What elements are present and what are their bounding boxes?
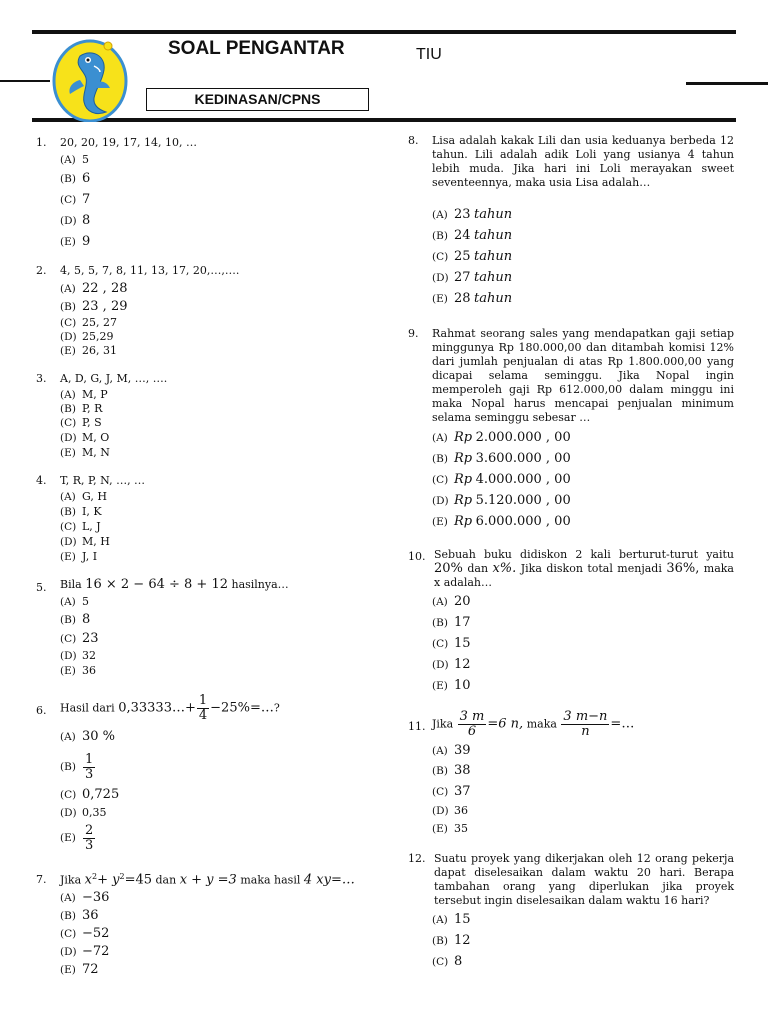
question-number: 11. — [408, 720, 426, 733]
question-number: 4. — [36, 474, 47, 487]
question-text: Jika $\frac{3 m}{6}$ =6 n, maka $\frac{3 m-n}{n}$ =… — [432, 709, 635, 739]
option-b[interactable]: (B) 17 — [432, 614, 471, 630]
option-c[interactable]: (C) −52 — [60, 925, 110, 941]
option-e[interactable]: (E) J, I — [60, 549, 98, 563]
header-right-rule — [686, 82, 768, 85]
question-text: Rahmat seorang sales yang mendapatkan gaji setiap minggunya Rp 180.000,00 dan ditambah komisi 12% dari jumlah penjualan di atas Rp 1.800.000,00 yang dicapai selama seminggu. Jika Nopal ingin memperoleh gaji Rp 612.000,00 dalam minggu ini maka Nopal harus mencapai penjualan minimum selama seminggu sebesar … — [432, 327, 734, 424]
option-d[interactable]: (D) Rp 5.120.000 , 00 — [432, 492, 571, 508]
question-text: 20, 20, 19, 17, 14, 10, … — [60, 136, 197, 149]
question-number: 8. — [408, 134, 419, 147]
option-d[interactable]: (D) −72 — [60, 943, 110, 959]
options — [60, 490, 366, 564]
options — [432, 592, 734, 696]
options — [432, 427, 734, 532]
question-text: Jika $x^2+ y^2=45$ dan x + y =3 maka hasil 4 xy=… — [60, 872, 355, 888]
header-top-rule — [32, 30, 736, 34]
option-d[interactable]: (D) 8 — [60, 212, 91, 228]
question-number: 2. — [36, 264, 47, 277]
option-e[interactable]: (E) $\frac{2}{3}$ — [60, 822, 94, 853]
options — [60, 594, 366, 678]
option-b[interactable]: (B) I, K — [60, 504, 102, 518]
option-d[interactable]: (D) M, H — [60, 534, 110, 548]
option-c[interactable]: (C) 25, 27 — [60, 316, 117, 329]
option-e[interactable]: (E) 9 — [60, 233, 91, 249]
question-1 — [36, 136, 366, 252]
right-column — [408, 134, 734, 972]
question-5 — [36, 578, 366, 678]
option-a[interactable]: (A) G, H — [60, 490, 107, 503]
options — [60, 280, 366, 358]
fraction: $\frac{1}{4}$ — [198, 693, 208, 723]
option-e[interactable]: (E) 35 — [432, 822, 468, 835]
option-b[interactable]: (B) P, R — [60, 402, 103, 415]
question-number: 7. — [36, 873, 47, 886]
option-c[interactable]: (C) L, J — [60, 519, 101, 533]
option-e[interactable]: (E) 72 — [60, 961, 99, 977]
option-e[interactable]: (E) 28 tahun — [432, 290, 513, 306]
fraction: $\frac{3 m}{6}$ — [459, 709, 485, 739]
dolphin-logo — [50, 36, 130, 122]
option-b[interactable]: (B) 8 — [60, 611, 91, 627]
option-c[interactable]: (C) 8 — [432, 953, 463, 969]
options — [60, 890, 366, 979]
option-a[interactable]: (A) −36 — [60, 890, 110, 906]
question-number: 6. — [36, 704, 47, 717]
question-2 — [36, 264, 366, 358]
options — [432, 204, 734, 309]
question-6 — [36, 694, 366, 856]
options — [60, 725, 366, 856]
question-text: T, R, P, N, …, … — [60, 474, 146, 487]
option-d[interactable]: (D) 0,35 — [60, 805, 107, 819]
subject-label: TIU — [416, 46, 442, 63]
question-text: Bila 16 × 2 − 64 ÷ 8 + 12 hasilnya… — [60, 577, 289, 592]
option-e[interactable]: (E) 10 — [432, 677, 471, 693]
option-a[interactable]: (A) 5 — [60, 595, 89, 608]
option-c[interactable]: (C) P, S — [60, 416, 102, 429]
question-text: Suatu proyek yang dikerjakan oleh 12 orang pekerja dapat diselesaikan dalam waktu 20 hari. Berapa tambahan orang yang diperlukan jika proyek tersebut ingin diselesaikan dalam waktu 16 hari? — [434, 852, 734, 907]
question-number: 3. — [36, 372, 47, 385]
option-d[interactable]: (D) 12 — [432, 656, 471, 672]
question-number: 12. — [408, 852, 426, 865]
option-c[interactable]: (C) Rp 4.000.000 , 00 — [432, 471, 571, 487]
option-b[interactable]: (B) $\frac{1}{3}$ — [60, 751, 94, 782]
question-text: 4, 5, 5, 7, 8, 11, 13, 17, 20,…,…. — [60, 264, 240, 277]
option-c[interactable]: (C) 0,725 — [60, 787, 120, 802]
option-c[interactable]: (C) 15 — [432, 635, 471, 651]
question-number: 10. — [408, 550, 426, 563]
option-b[interactable]: (B) 36 — [60, 907, 99, 923]
option-b[interactable]: (B) 6 — [60, 170, 91, 186]
category-box: KEDINASAN/CPNS — [146, 88, 369, 111]
option-d[interactable]: (D) 25,29 — [60, 330, 114, 343]
option-a[interactable]: (A) 23 tahun — [432, 206, 513, 222]
options — [432, 741, 734, 838]
options — [60, 388, 366, 460]
question-text: Hasil dari 0,33333…+ $\frac{1}{4}$ −25%=…? — [60, 693, 280, 723]
option-b[interactable]: (B) Rp 3.600.000 , 00 — [432, 450, 571, 466]
option-b[interactable]: (B) 12 — [432, 932, 471, 948]
question-4 — [36, 474, 366, 564]
option-e[interactable]: (E) Rp 6.000.000 , 00 — [432, 513, 571, 529]
option-b[interactable]: (B) 23 , 29 — [60, 299, 128, 314]
option-c[interactable]: (C) 23 — [60, 630, 99, 646]
option-c[interactable]: (C) 37 — [432, 783, 471, 799]
math-expression: 16 × 2 − 64 ÷ 8 + 12 — [85, 577, 228, 592]
question-number: 9. — [408, 327, 419, 340]
question-11 — [408, 710, 734, 838]
option-a[interactable]: (A) 39 — [432, 742, 471, 758]
option-d[interactable]: (D) M, O — [60, 431, 110, 444]
question-3 — [36, 372, 366, 460]
question-number: 5. — [36, 581, 47, 594]
option-a[interactable]: (A) Rp 2.000.000 , 00 — [432, 429, 571, 445]
option-a[interactable]: (A) 20 — [432, 594, 471, 609]
option-d[interactable]: (D) 36 — [432, 804, 468, 817]
options — [60, 152, 366, 252]
option-c[interactable]: (C) 25 tahun — [432, 248, 513, 264]
question-9 — [408, 327, 734, 532]
option-a[interactable]: (A) 22 , 28 — [60, 281, 128, 296]
option-a[interactable]: (A) M, P — [60, 388, 108, 401]
options — [432, 910, 734, 972]
option-a[interactable]: (A) 15 — [432, 912, 471, 927]
option-e[interactable]: (E) M, N — [60, 446, 110, 459]
question-text: Lisa adalah kakak Lili dan usia keduanya berbeda 12 tahun. Lili adalah adik Loli yang usianya 4 tahun lebih muda. Jika hari ini Loli merayakan sweet seventeennya, maka usia Lisa adalah… — [432, 134, 734, 189]
option-e[interactable]: (E) 26, 31 — [60, 344, 117, 357]
question-number: 1. — [36, 136, 47, 149]
option-d[interactable]: (D) 32 — [60, 648, 96, 662]
option-c[interactable]: (C) 7 — [60, 191, 91, 207]
question-8 — [408, 134, 734, 309]
header-left-rule — [0, 80, 50, 82]
question-text: A, D, G, J, M, …, …. — [60, 372, 168, 385]
left-column — [36, 136, 366, 979]
question-12 — [408, 852, 734, 972]
question-10 — [408, 548, 734, 696]
header-bottom-rule — [32, 118, 736, 122]
question-text: Sebuah buku didiskon 2 kali berturut-turut yaitu 20% dan x%. Jika diskon total menjadi 36%, maka x adalah… — [434, 548, 734, 589]
option-a[interactable]: (A) 30 % — [60, 729, 116, 744]
option-a[interactable]: (A) 5 — [60, 153, 89, 166]
option-d[interactable]: (D) 27 tahun — [432, 269, 513, 285]
fraction: $\frac{3 m-n}{n}$ — [563, 709, 608, 739]
option-b[interactable]: (B) 38 — [432, 762, 471, 778]
question-7 — [36, 870, 366, 979]
page-title: SOAL PENGANTAR — [168, 38, 345, 59]
option-b[interactable]: (B) 24 tahun — [432, 227, 513, 243]
option-e[interactable]: (E) 36 — [60, 663, 96, 677]
